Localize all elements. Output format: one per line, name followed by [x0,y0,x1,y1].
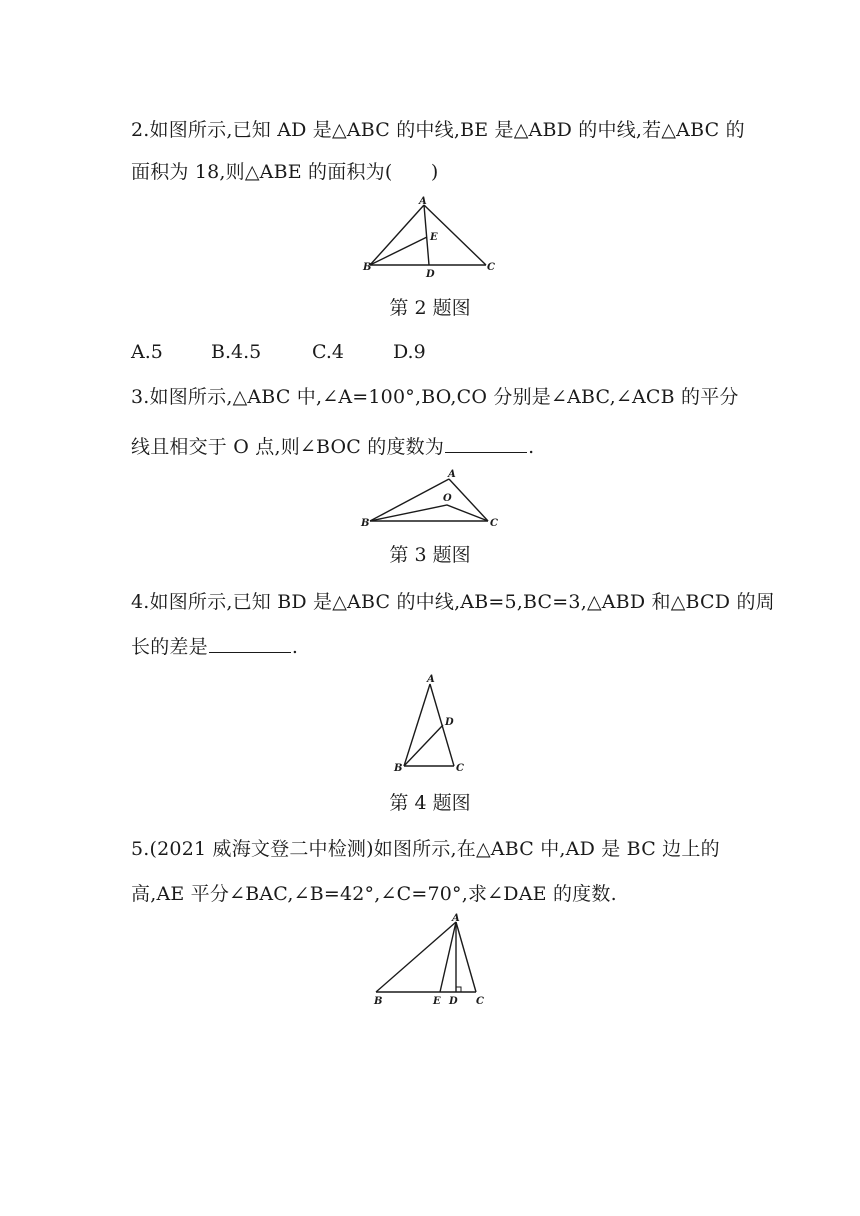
q4-text-line2 [131,634,298,659]
q4-text-line2-pre: 长的差是 [131,636,208,658]
q5-figure [370,910,500,1010]
q4-label-d: D [445,717,454,728]
q2-segment-ab [370,205,424,265]
q3-segment-ac [449,479,488,521]
q3-text-line2-pre: 线且相交于 O 点,则∠BOC 的度数为 [131,436,445,458]
q2-label-c: C [487,262,495,273]
q2-text-line1: 2.如图所示,已知 AD 是△ABC 的中线,BE 是△ABD 的中线,若△ABC 的 [131,119,745,141]
q3-segment-ab [370,479,449,521]
q4-answer-blank[interactable] [209,634,291,653]
q2-text-line2: 面积为 18,则△ABE 的面积为( ) [131,161,439,183]
q4-segment-ab [404,684,430,766]
q5-label-b: B [374,996,383,1007]
q2-option-c: C.4 [312,341,344,363]
q3-label-c: C [490,518,498,529]
q2-option-a: A.5 [131,341,163,363]
q2-segment-ad [424,205,429,265]
q4-text-line1: 4.如图所示,已知 BD 是△ABC 的中线,AB=5,BC=3,△ABD 和△BCD 的周 [131,591,775,613]
q2-caption: 第 2 题图 [389,297,471,319]
q5-label-d: D [449,996,458,1007]
q3-text-line2 [131,434,534,459]
q4-label-b: B [394,763,403,774]
q3-caption: 第 3 题图 [389,544,471,566]
q3-label-a: A [448,469,456,480]
q4-text-line2-post: . [291,636,299,658]
q3-figure [355,465,505,535]
q4-label-c: C [456,763,464,774]
q2-label-d: D [426,269,435,280]
q3-text-line2-post: . [528,436,535,458]
q5-text-line1: 5.(2021 威海文登二中检测)如图所示,在△ABC 中,AD 是 BC 边上的 [131,838,720,860]
q3-label-o: O [443,493,452,504]
q2-option-d: D.9 [393,341,426,363]
q2-label-e: E [430,232,438,243]
q3-label-b: B [361,518,370,529]
q5-text-line2: 高,AE 平分∠BAC,∠B=42°,∠C=70°,求∠DAE 的度数. [131,883,617,905]
q2-option-b: B.4.5 [211,341,262,363]
q2-label-a: A [419,196,427,207]
q5-label-a: A [452,913,460,924]
q5-right-angle-mark [456,987,461,992]
q2-figure [360,195,500,285]
q5-segment-ab [376,922,456,992]
q3-answer-blank[interactable] [445,434,527,453]
q3-text-line1: 3.如图所示,△ABC 中,∠A=100°,BO,CO 分别是∠ABC,∠ACB 的平分 [131,386,739,408]
q3-segments-bo-co [370,505,488,521]
q5-label-c: C [476,996,484,1007]
q5-segment-ac [456,922,476,992]
q5-segment-ae [440,922,456,992]
q4-caption: 第 4 题图 [389,792,471,814]
q5-label-e: E [433,996,441,1007]
q2-segment-be [370,237,427,265]
q2-label-b: B [363,262,372,273]
q4-label-a: A [427,674,435,685]
q4-figure [385,670,475,780]
